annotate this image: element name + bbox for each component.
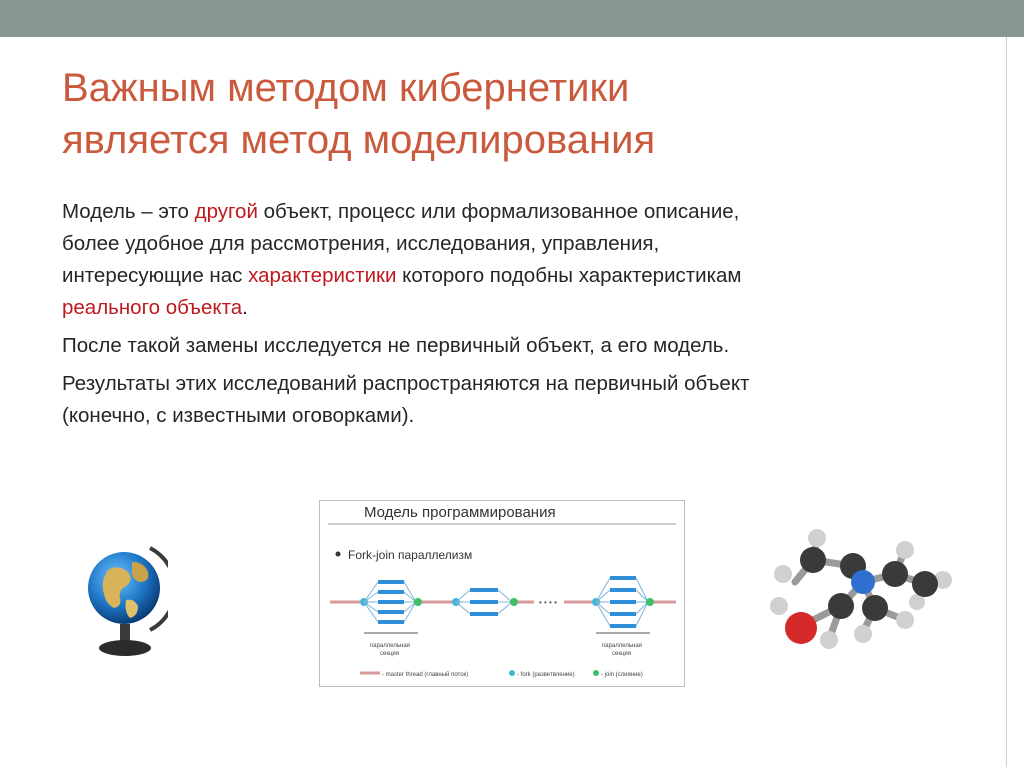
legend-join-swatch: [593, 670, 599, 676]
text-segment: объект, процесс или формализованное описание,: [257, 200, 740, 223]
parallel-section-3: [592, 576, 654, 633]
section-label: секция: [380, 651, 399, 657]
text-segment: Модель – это: [62, 200, 195, 223]
section-label: параллельная: [370, 643, 410, 649]
molecule-model: [755, 522, 955, 662]
legend-fork-swatch: [509, 670, 515, 676]
text-segment: .: [242, 296, 248, 319]
legend-fork: - fork (разветвление): [517, 672, 575, 678]
text-segment: более удобное для рассмотрения, исследования, управления,: [62, 232, 660, 255]
legend-join: - join (слияние): [601, 672, 643, 678]
parallel-section-2: [452, 588, 518, 616]
slide-title-line-1: Важным методом кибернетики: [62, 66, 630, 110]
highlight-characteristics: характеристики: [248, 264, 397, 287]
text-segment: которого подобны характеристикам: [396, 264, 742, 287]
section-label: параллельная: [602, 643, 642, 649]
slide-border-line: [1006, 37, 1007, 767]
paragraph-replacement: После такой замены исследуется не первичный объект, а его модель.: [62, 334, 730, 357]
fork-join-diagram: [319, 500, 685, 687]
text-segment: Результаты этих исследований распространяются на первичный объект: [62, 372, 750, 395]
section-label: секция: [612, 651, 631, 657]
slide-title: [62, 62, 962, 166]
highlight-other: другой: [194, 200, 258, 223]
paragraph-results: [62, 368, 962, 432]
slide-title-line-2: является метод моделирования: [62, 118, 656, 162]
text-segment: интересующие нас: [62, 264, 249, 287]
text-segment: (конечно, с известными оговорками).: [62, 404, 415, 427]
slide-body: [62, 196, 962, 438]
legend-master: - master thread (главный поток): [382, 672, 469, 678]
continuation-dots: • • • •: [539, 598, 557, 607]
globe-icon: [86, 540, 168, 658]
parallel-section-1: [360, 580, 422, 633]
highlight-real-object: реального объекта: [62, 296, 243, 319]
top-banner: [0, 0, 1024, 37]
diagram-bullet: Fork-join параллелизм: [348, 548, 473, 562]
paragraph-model-definition: [62, 196, 962, 324]
bullet-dot: [336, 552, 341, 557]
diagram-title: Модель программирования: [364, 504, 556, 521]
